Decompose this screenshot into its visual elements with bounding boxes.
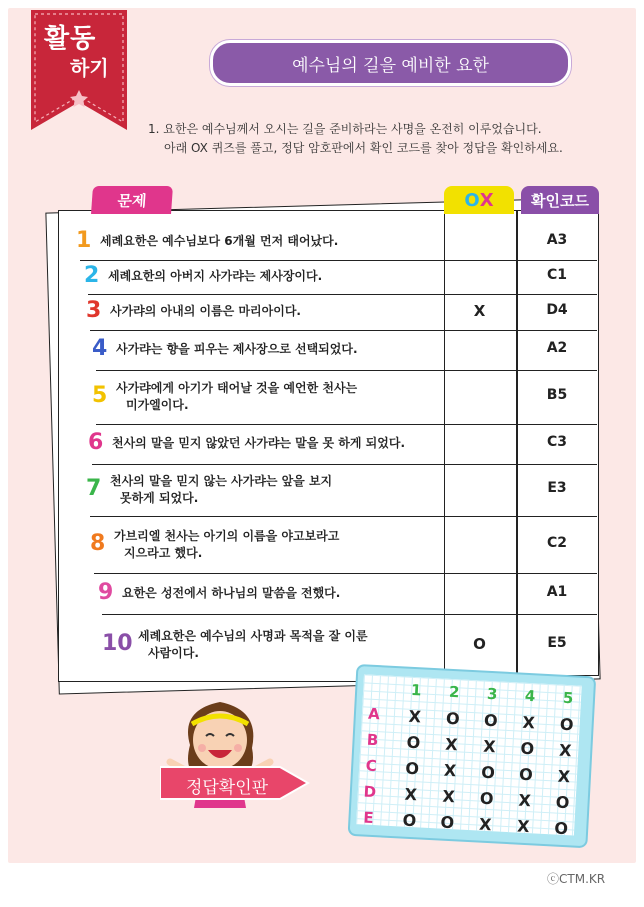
question-text-line2: 사람이다. — [148, 646, 199, 660]
question-text — [116, 380, 357, 414]
question-number: 6 — [88, 430, 104, 455]
row-divider — [96, 370, 444, 371]
question-text-line1: 사가랴에게 아기가 태어날 것을 예언한 천사는 — [116, 381, 358, 395]
question-text — [114, 528, 339, 562]
ox-answer: O — [473, 635, 486, 653]
row-divider — [444, 370, 597, 371]
tab-code: 확인코드 — [521, 186, 599, 214]
board-cell: O — [404, 758, 420, 779]
row-divider — [444, 516, 597, 517]
board-column-label: 1 — [410, 680, 422, 700]
board-column-label: 4 — [524, 686, 536, 706]
question-text-line1: 세례요한은 예수님보다 6개월 먼저 태어났다. — [100, 234, 339, 248]
question-number: 3 — [86, 298, 102, 323]
question-text — [112, 435, 405, 452]
answer-board — [348, 664, 592, 844]
board-cell: X — [557, 766, 571, 787]
check-code: A3 — [546, 232, 568, 248]
board-cell: O — [445, 708, 461, 729]
row-divider — [102, 614, 444, 615]
board-cell: O — [440, 812, 455, 833]
ribbon-line2: 하기 — [70, 56, 109, 80]
question-text-line1: 천사의 말을 믿지 않았던 사가랴는 말을 못 하게 되었다. — [112, 436, 406, 450]
board-cell: X — [482, 736, 497, 757]
row-divider — [90, 516, 444, 517]
board-row-label: E — [362, 808, 375, 828]
board-cell: O — [520, 738, 535, 759]
row-divider — [92, 464, 444, 465]
question-text — [108, 268, 322, 285]
instructions-line1: 1. 요한은 예수님께서 오시는 길을 준비하라는 사명을 온전히 이루었습니다. — [148, 122, 542, 136]
board-column-label: 2 — [448, 682, 460, 702]
board-cell: X — [522, 712, 536, 733]
row-divider — [94, 573, 444, 574]
check-code: B5 — [546, 387, 568, 403]
question-number: 5 — [92, 383, 108, 408]
board-cell: O — [483, 710, 499, 731]
question-text — [100, 233, 338, 250]
question-text-line2: 못하게 되었다. — [120, 491, 199, 505]
board-cell: O — [555, 792, 570, 813]
row-divider — [444, 294, 597, 295]
board-cell: O — [553, 818, 569, 839]
ox-answer: X — [473, 302, 486, 320]
row-divider — [88, 294, 444, 295]
question-text-line1: 세례요한은 예수님의 사명과 목적을 잘 이룬 — [138, 629, 368, 643]
check-code: C3 — [546, 434, 567, 450]
question-text-line1: 세례요한의 아버지 사가랴는 제사장이다. — [108, 269, 323, 283]
question-text-line1: 사가랴의 아내의 이름은 마리아이다. — [110, 304, 301, 318]
question-number: 2 — [84, 263, 100, 288]
answer-board-label: 정답확인판 — [185, 778, 269, 798]
board-cell: X — [442, 786, 456, 807]
board-cell: O — [406, 732, 421, 753]
board-cell: X — [516, 816, 530, 837]
row-divider — [444, 614, 597, 615]
question-text-line1: 가브리엘 천사는 아기의 이름을 야고보라고 — [114, 528, 340, 543]
row-divider — [80, 260, 444, 261]
board-cell: X — [517, 790, 532, 811]
question-text — [110, 303, 301, 320]
page-title: 예수님의 길을 예비한 요한 — [210, 40, 571, 86]
question-text — [116, 341, 358, 358]
check-code: D4 — [546, 302, 568, 318]
row-divider — [444, 330, 597, 331]
question-text-line1: 요한은 성전에서 하나님의 말씀을 전했다. — [122, 585, 341, 600]
question-number: 8 — [90, 530, 106, 556]
ox-o-label: O — [464, 189, 480, 211]
check-code: E5 — [547, 635, 567, 651]
question-number: 10 — [102, 631, 133, 656]
board-row-label: C — [365, 756, 378, 776]
board-column-label: 3 — [486, 684, 498, 704]
copyright: ⓒCTM.KR — [547, 872, 606, 886]
board-cell: O — [559, 714, 574, 735]
row-divider — [96, 424, 444, 425]
question-number: 1 — [76, 228, 92, 253]
board-cell: X — [558, 740, 572, 761]
question-number: 9 — [98, 579, 114, 605]
question-text — [122, 585, 340, 602]
question-text — [138, 628, 368, 662]
board-row-label: A — [367, 704, 381, 724]
ribbon-line1: 활동 — [44, 24, 97, 54]
question-text-line2: 미가엘이다. — [126, 398, 189, 412]
tab-question: 문제 — [91, 186, 173, 214]
board-cell: X — [444, 734, 459, 755]
tab-ox — [444, 186, 514, 214]
ox-x-label: X — [479, 189, 494, 211]
check-code: A1 — [546, 583, 568, 600]
board-cell: O — [479, 788, 494, 809]
row-divider — [90, 330, 444, 331]
ox-column — [444, 210, 517, 676]
question-text — [110, 473, 332, 507]
board-column-label: 5 — [562, 688, 574, 708]
row-divider — [444, 260, 597, 261]
check-code: A2 — [546, 340, 568, 356]
check-code: C2 — [546, 534, 567, 551]
instructions-line2: 아래 OX 퀴즈를 풀고, 정답 암호판에서 확인 코드를 찾아 정답을 확인하세요. — [164, 141, 563, 155]
board-cell: O — [480, 762, 496, 783]
question-text-line1: 천사의 말을 믿지 않는 사가랴는 앞을 보지 — [110, 474, 333, 488]
question-number: 7 — [86, 476, 102, 501]
board-cell: O — [518, 764, 534, 785]
answer-board-grid — [356, 674, 582, 835]
board-row-label: B — [366, 730, 379, 750]
instructions — [148, 120, 563, 158]
board-cell: X — [404, 784, 418, 805]
question-number: 4 — [92, 336, 108, 361]
check-code: E3 — [547, 480, 567, 496]
row-divider — [444, 424, 597, 425]
row-divider — [444, 464, 597, 465]
board-cell: X — [408, 706, 422, 727]
question-text-line2: 지으라고 했다. — [124, 545, 203, 560]
board-cell: X — [478, 814, 492, 835]
question-text-line1: 사가랴는 향을 피우는 제사장으로 선택되었다. — [116, 342, 358, 356]
row-divider — [444, 573, 597, 574]
board-row-label: D — [363, 782, 377, 802]
check-code: C1 — [546, 267, 567, 283]
board-cell: O — [402, 810, 417, 831]
board-cell: X — [443, 760, 457, 781]
